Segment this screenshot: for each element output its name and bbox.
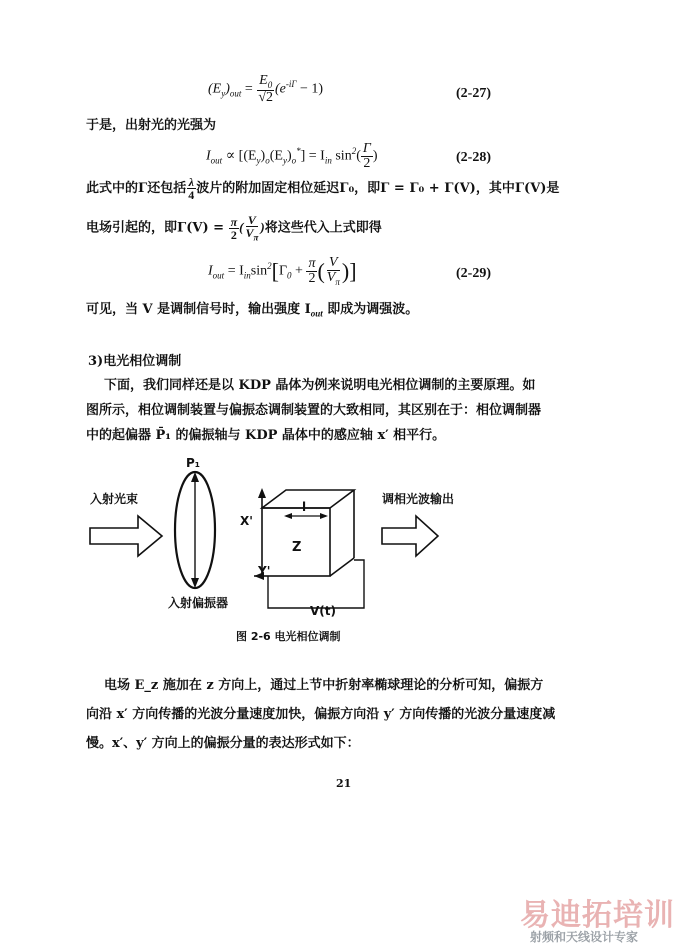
- text-kejian: 可见，当 V 是调制信号时，输出强度 $I_{out}$ 即成为调强波。: [86, 302, 419, 319]
- paragraph-1-line-1: 下面，我们同样还是以 KDP 晶体为例来说明电光相位调制的主要原理。如: [104, 378, 536, 393]
- crystal-length-label: l: [302, 500, 307, 514]
- axis-z-label: Z: [292, 540, 302, 555]
- equation-2-29: $I_{out} = I_{in}\sin^2[\Gamma_0$ + $\frac{\pi}{2}$ ( $\frac{V}{V_\pi}$ )]: [208, 255, 357, 287]
- figure-caption: 图 2-6 电光相位调制: [236, 630, 341, 643]
- page-number: 21: [336, 777, 352, 790]
- circuit-wire: [268, 560, 364, 608]
- polarizer-lens-icon: [175, 472, 215, 588]
- x-axis-arrow-icon: [258, 488, 266, 498]
- axis-x-label: X': [240, 514, 253, 528]
- paragraph-2-line-3: 慢。x′、y′ 方向上的偏振分量的表达形式如下：: [86, 736, 360, 751]
- input-beam-label: 入射光束: [90, 492, 139, 506]
- paragraph-2-line-2: 向沿 x′ 方向传播的光波分量速度加快，偏振方向沿 y′ 方向传播的光波分量速度减: [86, 707, 556, 722]
- equation-number-2-27: (2-27): [456, 86, 491, 101]
- output-arrow-icon: [382, 516, 438, 556]
- equation-2-28: $I_{out} \propto [(E_y)_o(E_y)_o^*] = I_{in}$ $\sin^2$( $\frac{\Gamma}{2}$ ): [206, 141, 378, 171]
- polarizer-label: 入射偏振器: [168, 596, 229, 610]
- watermark-logo: 易迪拓培训: [520, 898, 675, 933]
- polarizer-p1-label: P₁: [186, 456, 201, 470]
- text-yushi: 于是，出射光的光强为: [86, 118, 217, 133]
- text-cishi: 此式中的Γ还包括 $\frac{\lambda}{4}$ 波片的附加固定相位延迟Γ₀，即Γ = Γ₀ + Γ(V)，其中Γ(V)是: [86, 175, 560, 202]
- input-arrow-icon: [90, 516, 162, 556]
- paragraph-1-line-3: 中的起偏器 P̄₁ 的偏振轴与 KDP 晶体中的感应轴 x′ 相平行。: [86, 428, 446, 443]
- paragraph-1-line-2: 图所示，相位调制装置与偏振态调制装置的大致相同，其区别在于：相位调制器: [86, 403, 542, 418]
- figure-2-6: [80, 450, 600, 650]
- equation-number-2-29: (2-29): [456, 266, 491, 281]
- paragraph-2-line-1: 电场 E_z 施加在 z 方向上，通过上节中折射率椭球理论的分析可知，偏振方: [104, 678, 544, 693]
- figure-diagram: [80, 450, 600, 650]
- watermark-subtitle: 射频和天线设计专家: [530, 930, 639, 944]
- output-wave-label: 调相光波输出: [382, 492, 455, 506]
- equation-2-27: $(E_y)_{out}$ = $\frac{E_0}{√2}$ $(e^{-i\Gamma} - 1)$: [208, 73, 324, 105]
- axis-y-label: Y': [258, 564, 271, 578]
- voltage-label: V(t): [310, 604, 336, 618]
- section-title: 3)电光相位调制: [88, 354, 182, 369]
- equation-number-2-28: (2-28): [456, 150, 491, 165]
- text-dianchang: 电场引起的，即Γ(V) = $\frac{\pi}{2}$ ( $\frac{V}{V_\pi}$ )将这些代入上式即得: [86, 213, 382, 243]
